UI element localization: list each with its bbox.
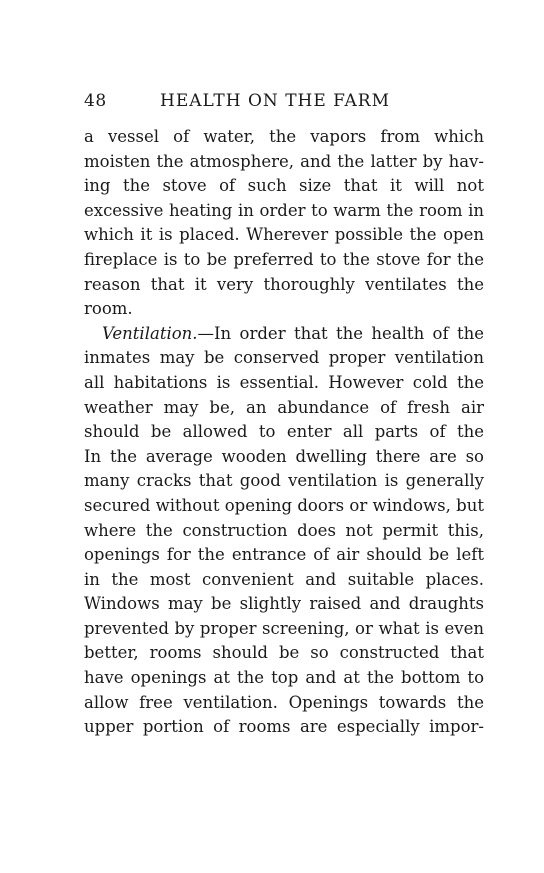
text-line: reason that it very thoroughly ventilates the	[84, 274, 484, 294]
text-line: fireplace is to be preferred to the stove for the	[84, 249, 484, 269]
text-line: where the construction does not permit this,	[84, 520, 484, 540]
text-line: in the most convenient and suitable places.	[84, 569, 484, 589]
running-head	[84, 91, 484, 117]
text-line: room.	[84, 299, 133, 319]
text-line: better, rooms should be so constructed that	[84, 643, 484, 663]
text-line: secured without opening doors or windows, but	[84, 495, 484, 515]
ventilation-heading-rest: —In order that the health of the	[197, 323, 484, 343]
text-line: prevented by proper screening, or what is even	[84, 618, 484, 638]
text-line: all habitations is essential. However cold the	[84, 372, 484, 392]
text-line: have openings at the top and at the bottom to	[84, 668, 484, 688]
text-line: allow free ventilation. Openings towards the	[84, 692, 484, 712]
text-line: should be allowed to enter all parts of the	[84, 422, 484, 442]
ventilation-paragraph-start	[84, 322, 484, 347]
text-line: upper portion of rooms are especially impor-	[84, 717, 484, 737]
text-line: Windows may be slightly raised and draughts	[84, 594, 484, 614]
text-line: inmates may be conserved proper ventilation	[84, 348, 484, 368]
ventilation-heading: Ventilation.	[102, 323, 198, 343]
text-line: ing the stove of such size that it will not	[84, 176, 484, 196]
text-line: moisten the atmosphere, and the latter by hav-	[84, 151, 484, 171]
body-text	[84, 125, 484, 740]
text-line: a vessel of water, the vapors from which	[84, 127, 484, 146]
text-line: which it is placed. Wherever possible the open	[84, 225, 484, 245]
running-title: HEALTH ON THE FARM	[160, 91, 390, 111]
text-line: excessive heating in order to warm the room in	[84, 200, 484, 220]
text-line: In the average wooden dwelling there are so	[84, 446, 484, 466]
text-line: weather may be, an abundance of fresh air	[84, 397, 484, 417]
text-line: many cracks that good ventilation is generally	[84, 471, 484, 491]
page-number: 48	[84, 91, 107, 111]
text-line: openings for the entrance of air should be left	[84, 545, 484, 565]
